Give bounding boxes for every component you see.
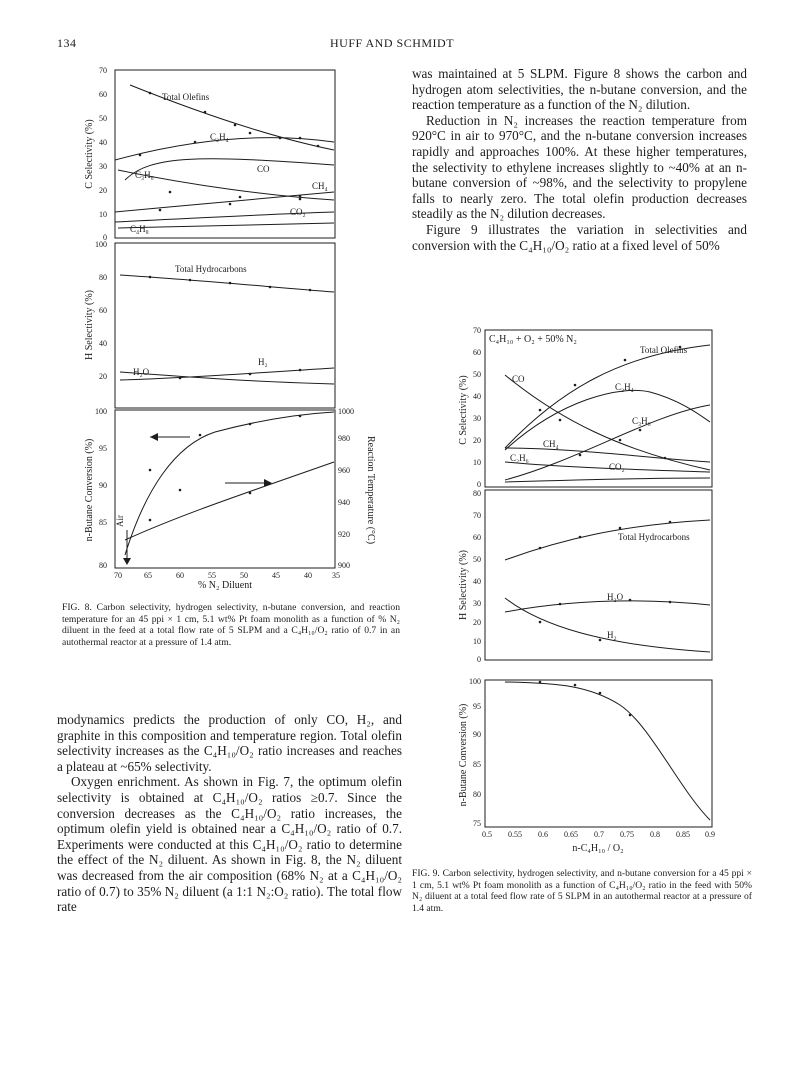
fig9-xlabel: n-C₄H₁₀ / O₂ xyxy=(572,843,624,854)
fig8-label: Total Olefins xyxy=(162,92,210,102)
fig8-label: CH₄ xyxy=(312,181,328,191)
fig9-label: C₂H₆ xyxy=(510,453,529,463)
fig9-label: C₂H₄ xyxy=(615,382,634,392)
fig8-h-ytick: 60 xyxy=(99,306,107,315)
total-olefins-curve xyxy=(505,345,710,448)
fig9-xtick: 0.8 xyxy=(650,830,660,839)
fig8-conv-ytick: 100 xyxy=(95,407,107,416)
fig8-temp-ytick: 960 xyxy=(338,466,350,475)
fig9-xtick: 0.9 xyxy=(705,830,715,839)
fig8-xtick: 60 xyxy=(176,571,184,580)
paragraph: Figure 9 illustrates the variation in selectivities and conversion with the C₄H₁₀/O₂ ratio at a fixed level of 50% xyxy=(412,221,747,253)
fig8-xtick: 70 xyxy=(114,571,122,580)
fig9-h-ytick: 60 xyxy=(473,533,481,542)
caption-text: Carbon selectivity, hydrogen selectivity, n-butane conversion, and reaction temperature for an 45 ppi × 1 cm, 5.1 wt% Pt foam monolith as a function of % N₂ diluent in the feed at a total flow rate of 5 SLPM and a C₄H₁₀/O₂ ratio of 0.7 in an autothermal reactor at a pressure of 1.4 atm. xyxy=(62,602,400,648)
fig8-temp-ytick: 900 xyxy=(338,561,350,570)
fig9-c-curves xyxy=(505,345,710,482)
fig9-label: CO₂ xyxy=(609,462,625,472)
fig8-xtick: 40 xyxy=(304,571,312,580)
fig9-c-ytick: 70 xyxy=(473,326,481,335)
fig8-temp-ytick: 1000 xyxy=(338,407,354,416)
fig8-c-ytick: 0 xyxy=(103,233,107,242)
fig8-c-ytick: 20 xyxy=(99,186,107,195)
caption-label: FIG. 9. xyxy=(412,868,440,879)
caption-text: Carbon selectivity, hydrogen selectivity, and n-butane conversion for a 45 ppi × 1 cm, 5.1 wt% Pt foam monolith as a function of C₄H₁₀/O₂ ratio in the feed with 50% N₂ diluent at a total feed flow rate of 5 SLPM in an autothermal reactor at a pressure of 1.4 atm. xyxy=(412,868,752,914)
paragraph: Reduction in N₂ increases the reaction temperature from 920°C in air to 970°C, and the n-butane conversion increases rapidly and approaches 100%. At these higher temperatures, the selectivity to ethylene increases slightly to ~40% at an n-butane conversion of ~98%, and the selectivity to propylene falls to nearly zero. The total olefin production decreases steadily as the N₂ dilution decreases. xyxy=(412,112,747,222)
fig9-conv-ytick: 90 xyxy=(473,730,481,739)
fig8-xtick: 65 xyxy=(144,571,152,580)
fig8-xtick: 35 xyxy=(332,571,340,580)
fig9-conv-ytick: 80 xyxy=(473,790,481,799)
fig9-conv-ytick: 75 xyxy=(473,819,481,828)
fig9-h-ytick: 0 xyxy=(477,655,481,664)
fig8-c-ytick: 30 xyxy=(99,162,107,171)
fig9-conv-ytick: 85 xyxy=(473,760,481,769)
fig9-label: C₃H₆ xyxy=(632,416,651,426)
fig9-label: H₂ xyxy=(607,630,617,640)
paragraph: was maintained at 5 SLPM. Figure 8 shows the carbon and hydrogen atom selectivities, the n-butane conversion, and the reaction temperature as a function of the N₂ dilution. xyxy=(412,66,747,113)
paragraph: Oxygen enrichment. As shown in Fig. 7, the optimum olefin selectivity is obtained at C₄H₁₀/O₂ ratios ≥0.7. Since the conversion decreases as the C₄H₁₀/O₂ ratio increases, the optimum olefin yield is obtained near a C₄H₁₀/O₂ ratio of 0.7. Experiments were conducted at this C₄H₁₀/O₂ ratio to determine the effect of the N₂ diluent. As shown in Fig. 8, the N₂ diluent was decreased from the air composition (68% N₂ at a C₄H₁₀/O₂ ratio of 0.7) to 35% N₂ diluent (a 1:1 N₂:O₂ ratio). The total flow rate xyxy=(57,774,402,915)
fig9-label: CH₄ xyxy=(543,439,559,449)
fig9-xtick: 0.6 xyxy=(538,830,548,839)
fig9-h-ytick: 80 xyxy=(473,489,481,498)
fig9-xtick: 0.55 xyxy=(508,830,522,839)
h2o-curve xyxy=(505,601,710,612)
ch4-curve xyxy=(505,448,710,462)
fig8-c-ytick: 40 xyxy=(99,138,107,147)
fig8-conv-ytick: 95 xyxy=(99,444,107,453)
fig8-label: C₄H₈ xyxy=(130,224,149,234)
fig9-conv-ytick: 100 xyxy=(469,677,481,686)
running-head: HUFF AND SCHMIDT xyxy=(330,36,455,50)
fig9-xtick: 0.75 xyxy=(620,830,634,839)
fig8-xtick: 45 xyxy=(272,571,280,580)
h2-curve xyxy=(505,598,710,652)
fig9-xtick: 0.85 xyxy=(676,830,690,839)
fig8-xlabel: % N₂ Diluent xyxy=(197,580,253,591)
fig9-h-ytick: 50 xyxy=(473,555,481,564)
fig8-temp-ytick: 940 xyxy=(338,498,350,507)
fig9-conv-points xyxy=(539,681,632,717)
fig9-xtick: 0.5 xyxy=(482,830,492,839)
fig9-c-ytick: 10 xyxy=(473,458,481,467)
fig9-h-ytick: 10 xyxy=(473,637,481,646)
fig9-h-ylabel: H Selectivity (%) xyxy=(458,550,469,620)
fig9-label: Total Olefins xyxy=(640,345,688,355)
fig8-c-ytick: 60 xyxy=(99,90,107,99)
fig8-conv-ytick: 90 xyxy=(99,481,107,490)
fig8-label: Air xyxy=(115,515,125,527)
fig8-label: H₂ xyxy=(258,357,268,367)
paragraph: modynamics predicts the production of only CO, H₂, and graphite in this composition and temperature region. Total olefin selectivity increases as the C₄H₁₀/O₂ ratio increases and reaches a plateau at ~65% selectivity. xyxy=(57,712,402,774)
fig8-conv-ytick: 85 xyxy=(99,518,107,527)
fig8-h-ylabel: H Selectivity (%) xyxy=(84,290,95,360)
fig9-c-ytick: 60 xyxy=(473,348,481,357)
fig8-xtick: 55 xyxy=(208,571,216,580)
fig9-h-ytick: 40 xyxy=(473,577,481,586)
fig8-label: H₂O xyxy=(133,367,150,377)
fig9-h-ytick: 30 xyxy=(473,599,481,608)
page-number: 134 xyxy=(57,36,77,50)
fig9-conv-ytick: 95 xyxy=(473,702,481,711)
fig9-h-ytick: 20 xyxy=(473,618,481,627)
fig9-panel-h-frame xyxy=(485,490,712,660)
fig9-c-ytick: 50 xyxy=(473,370,481,379)
fig8-temp-ytick: 920 xyxy=(338,530,350,539)
fig8-temp-ytick: 980 xyxy=(338,434,350,443)
fig9-c-points xyxy=(539,346,682,460)
fig8-h-ytick: 20 xyxy=(99,372,107,381)
fig8-label: C₂H₄ xyxy=(210,132,229,142)
fig8-label: CO xyxy=(257,164,270,174)
fig9-conversion-curve xyxy=(505,682,710,820)
caption-label: FIG. 8. xyxy=(62,602,92,613)
fig9-xtick: 0.65 xyxy=(564,830,578,839)
fig9-panel-conv-frame xyxy=(485,680,712,827)
fig9-label: CO xyxy=(512,374,525,384)
fig9-h-ytick: 70 xyxy=(473,511,481,520)
fig8-xtick: 50 xyxy=(240,571,248,580)
fig8-conv-ylabel: n-Butane Conversion (%) xyxy=(84,438,95,542)
fig9-label: H₂O xyxy=(607,592,624,602)
fig8-c-ytick: 10 xyxy=(99,210,107,219)
fig9-c-ytick: 20 xyxy=(473,436,481,445)
fig8-c-ylabel: C Selectivity (%) xyxy=(84,119,95,189)
fig9-title: C₄H₁₀ + O₂ + 50% N₂ xyxy=(489,334,577,345)
fig8-h-ytick: 100 xyxy=(95,240,107,249)
fig8-conv-ytick: 80 xyxy=(99,561,107,570)
fig8-temp-ylabel: Reaction Temperature (°C) xyxy=(365,435,376,545)
fig9-c-ylabel: C Selectivity (%) xyxy=(458,375,469,445)
fig9-xtick: 0.7 xyxy=(594,830,604,839)
co-curve xyxy=(505,375,710,470)
fig9-label: Total Hydrocarbons xyxy=(618,532,690,542)
fig9-c-ytick: 40 xyxy=(473,392,481,401)
fig8-h-ytick: 40 xyxy=(99,339,107,348)
fig9-c-ytick: 30 xyxy=(473,414,481,423)
fig9-c-ytick: 0 xyxy=(477,480,481,489)
fig8-label: CO₂ xyxy=(290,207,306,217)
fig9-conv-ylabel: n-Butane Conversion (%) xyxy=(458,703,469,807)
fig8-h-ytick: 80 xyxy=(99,273,107,282)
fig8-c-ytick: 50 xyxy=(99,114,107,123)
fig8-label: C₃H₆ xyxy=(135,170,154,180)
fig8-c-ytick: 70 xyxy=(99,66,107,75)
fig8-label: Total Hydrocarbons xyxy=(175,264,247,274)
c2h6-curve xyxy=(505,478,710,482)
